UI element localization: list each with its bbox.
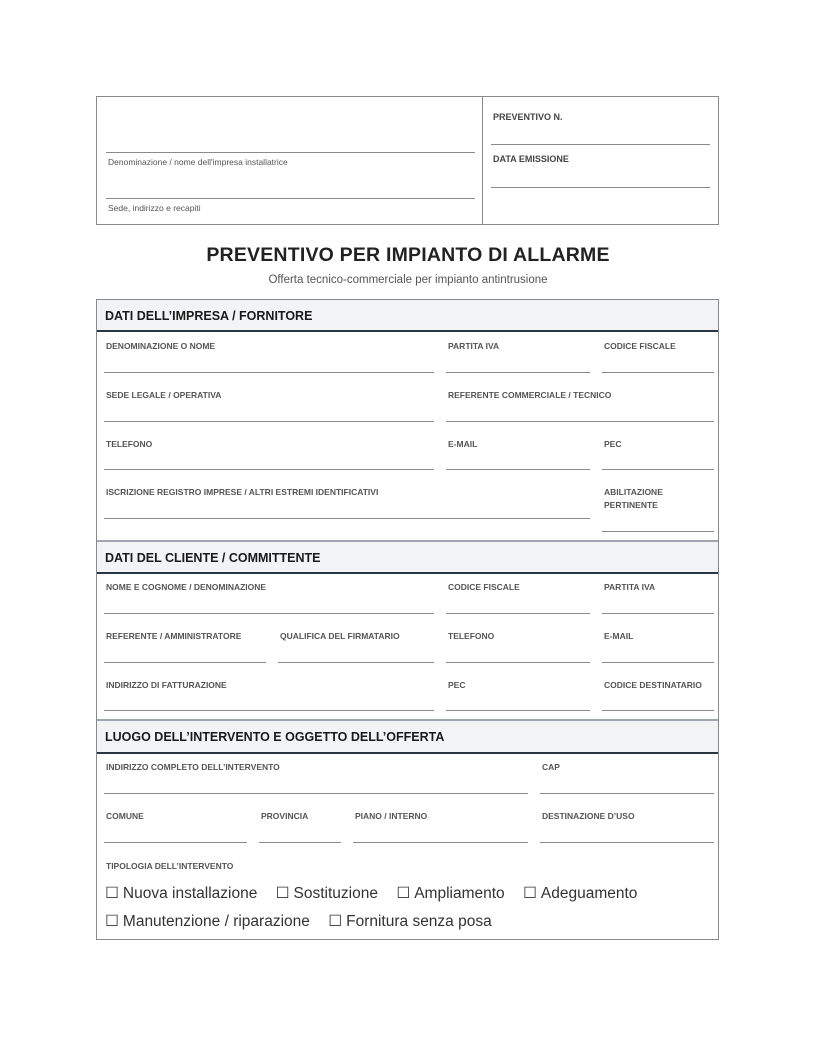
client-recipient-code-field[interactable] [602, 679, 714, 713]
site-zip-line [540, 793, 714, 794]
site-floor-line [353, 842, 528, 843]
document-title: PREVENTIVO PER IMPIANTO DI ALLARME [206, 244, 610, 266]
company-address-line[interactable] [106, 198, 475, 199]
supplier-office-line [104, 421, 434, 422]
client-tax-code-label: CODICE FISCALE [448, 582, 520, 592]
client-vat-field[interactable] [602, 581, 714, 615]
supplier-name-field[interactable] [104, 340, 434, 374]
checkbox-icon[interactable]: ☐ [105, 913, 119, 930]
client-pec-line [446, 710, 590, 711]
client-name-label: NOME E COGNOME / DENOMINAZIONE [106, 582, 267, 592]
client-referent-field[interactable] [104, 630, 266, 664]
client-pec-label: PEC [448, 680, 466, 690]
supplier-email-label: E-MAIL [448, 439, 478, 449]
option-label: Manutenzione / riparazione [122, 913, 310, 930]
site-address-line [104, 793, 528, 794]
option-upgrade[interactable] [523, 885, 637, 902]
client-billing-address-line [104, 710, 434, 711]
client-recipient-code-label: CODICE DESTINATARIO [604, 680, 702, 690]
supplier-section-title: DATI DELL’IMPRESA / FORNITORE [105, 309, 313, 323]
document-subtitle: Offerta tecnico-commerciale per impianto antintrusione [268, 274, 548, 286]
supplier-vat-field[interactable] [446, 340, 590, 374]
option-label: Ampliamento [414, 885, 505, 902]
client-signer-role-line [278, 662, 434, 663]
client-billing-address-field[interactable] [104, 679, 434, 713]
checkbox-icon[interactable]: ☐ [396, 885, 411, 902]
quote-form [96, 299, 719, 940]
option-maintenance[interactable] [105, 913, 310, 930]
checkbox-icon[interactable]: ☐ [275, 885, 290, 902]
issue-date-label: DATA EMISSIONE [493, 154, 569, 164]
site-province-field[interactable] [259, 810, 341, 844]
quote-number-field[interactable] [491, 144, 710, 145]
client-section-title: DATI DEL CLIENTE / COMMITTENTE [105, 551, 321, 565]
client-name-line [104, 613, 434, 614]
client-phone-line [446, 662, 590, 663]
site-usage-field[interactable] [540, 810, 714, 844]
site-address-label: INDIRIZZO COMPLETO DELL’INTERVENTO [106, 762, 280, 772]
option-expansion[interactable] [396, 885, 504, 902]
site-city-line [104, 842, 247, 843]
option-supply-only[interactable] [328, 913, 492, 930]
client-name-field[interactable] [104, 581, 434, 615]
supplier-contact-field[interactable] [446, 389, 714, 423]
site-section-title: LUOGO DELL’INTERVENTO E OGGETTO DELL’OFFERTA [105, 730, 445, 744]
client-email-label: E-MAIL [604, 631, 634, 641]
checkbox-icon[interactable]: ☐ [523, 885, 537, 902]
supplier-name-label: DENOMINAZIONE O NOME [106, 341, 216, 351]
client-referent-line [104, 662, 266, 663]
intervention-type-options [105, 880, 705, 936]
supplier-pec-label: PEC [604, 439, 622, 449]
client-vat-line [602, 613, 714, 614]
client-vat-label: PARTITA IVA [604, 582, 656, 592]
company-name-caption: Denominazione / nome dell'impresa installatrice [108, 157, 288, 167]
client-signer-role-label: QUALIFICA DEL FIRMATARIO [280, 631, 400, 641]
supplier-qualifications-field[interactable] [602, 486, 714, 532]
client-phone-field[interactable] [446, 630, 590, 664]
client-email-field[interactable] [602, 630, 714, 664]
supplier-registry-label: ISCRIZIONE REGISTRO IMPRESE / ALTRI ESTREMI IDENTIFICATIVI [106, 487, 379, 497]
supplier-office-field[interactable] [104, 389, 434, 423]
client-tax-code-field[interactable] [446, 581, 590, 615]
option-label: Nuova installazione [122, 885, 258, 902]
supplier-qualifications-line [602, 531, 714, 532]
site-zip-label: CAP [542, 762, 560, 772]
client-email-line [602, 662, 714, 663]
supplier-tax-code-line [602, 372, 714, 373]
client-pec-field[interactable] [446, 679, 590, 713]
supplier-contact-label: REFERENTE COMMERCIALE / TECNICO [448, 390, 612, 400]
supplier-phone-field[interactable] [104, 438, 434, 472]
supplier-contact-line [446, 421, 714, 422]
issue-date-field[interactable] [491, 187, 710, 188]
client-recipient-code-line [602, 710, 714, 711]
site-type-label: TIPOLOGIA DELL’INTERVENTO [106, 861, 234, 871]
supplier-vat-line [446, 372, 590, 373]
site-usage-label: DESTINAZIONE D’USO [542, 811, 635, 821]
supplier-tax-code-field[interactable] [602, 340, 714, 374]
site-province-line [259, 842, 341, 843]
company-info-block [97, 97, 483, 224]
option-replacement[interactable] [276, 885, 378, 902]
company-name-line[interactable] [106, 152, 475, 153]
client-billing-address-label: INDIRIZZO DI FATTURAZIONE [106, 680, 227, 690]
checkbox-icon[interactable]: ☐ [105, 885, 119, 902]
client-tax-code-line [446, 613, 590, 614]
option-label: Sostituzione [293, 885, 378, 902]
site-floor-label: PIANO / INTERNO [355, 811, 428, 821]
header-box [96, 96, 719, 225]
option-label: Fornitura senza posa [346, 913, 492, 930]
quote-info-block [483, 97, 718, 224]
site-floor-field[interactable] [353, 810, 528, 844]
client-section-header [97, 540, 718, 574]
supplier-tax-code-label: CODICE FISCALE [604, 341, 676, 351]
option-label: Adeguamento [540, 885, 638, 902]
supplier-vat-label: PARTITA IVA [448, 341, 500, 351]
site-province-label: PROVINCIA [261, 811, 309, 821]
client-phone-label: TELEFONO [448, 631, 495, 641]
supplier-email-line [446, 469, 590, 470]
supplier-pec-field[interactable] [602, 438, 714, 472]
supplier-office-label: SEDE LEGALE / OPERATIVA [106, 390, 222, 400]
site-city-label: COMUNE [106, 811, 144, 821]
supplier-pec-line [602, 469, 714, 470]
supplier-qualifications-label: ABILITAZIONE PERTINENTE [604, 487, 663, 510]
supplier-registry-line [104, 518, 590, 519]
site-city-field[interactable] [104, 810, 247, 844]
client-referent-label: REFERENTE / AMMINISTRATORE [106, 631, 242, 641]
site-type-field [104, 860, 404, 874]
supplier-phone-line [104, 469, 434, 470]
supplier-registry-field[interactable] [104, 486, 590, 520]
site-address-field[interactable] [104, 761, 528, 795]
site-zip-field[interactable] [540, 761, 714, 795]
quote-number-label: PREVENTIVO N. [493, 112, 563, 122]
supplier-phone-label: TELEFONO [106, 439, 153, 449]
site-usage-line [540, 842, 714, 843]
supplier-name-line [104, 372, 434, 373]
supplier-section-header [97, 300, 718, 332]
supplier-email-field[interactable] [446, 438, 590, 472]
company-address-caption: Sede, indirizzo e recapiti [108, 203, 201, 213]
option-new-installation[interactable] [105, 885, 257, 902]
checkbox-icon[interactable]: ☐ [328, 913, 343, 930]
client-signer-role-field[interactable] [278, 630, 434, 664]
site-section-header [97, 719, 718, 754]
